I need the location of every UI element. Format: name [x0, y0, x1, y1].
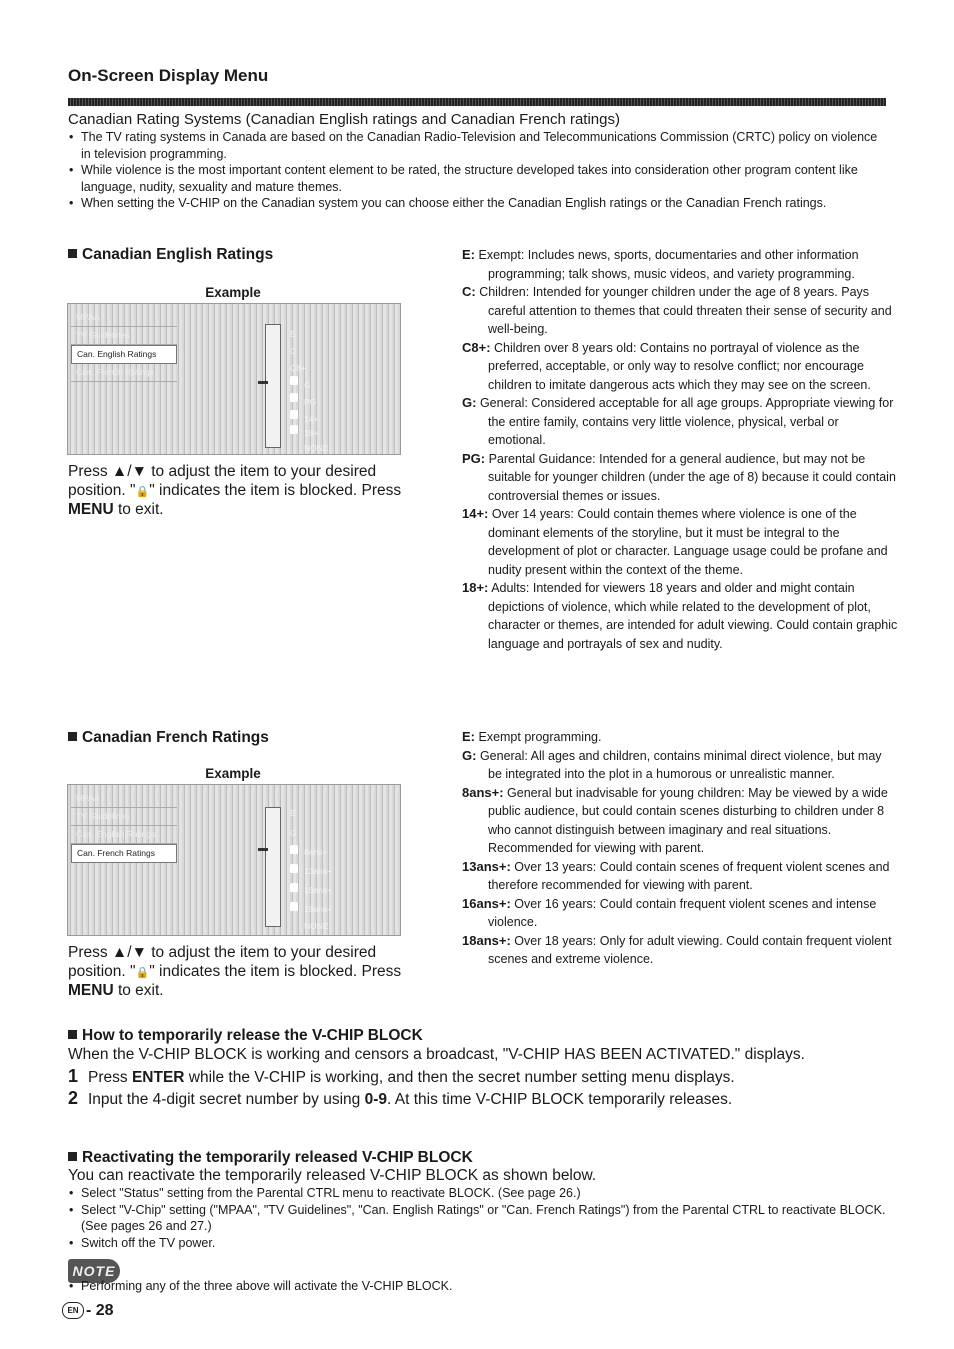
intro-block	[68, 111, 888, 212]
section-header: On-Screen Display Menu	[68, 66, 269, 85]
rating-definition: 14+: Over 14 years: Could contain themes where violence is one of the dominant elements of the storyline, but it must be integral to the development of plot or character. Language usage could be profane and nudity present within the context of the theme.	[462, 506, 888, 577]
tv-menu-item-selected: Can. English Ratings	[71, 345, 177, 364]
language-badge: EN	[62, 1302, 84, 1319]
rating-definition: 8ans+: General but inadvisable for young children: May be viewed by a wide public audience, but could contain scenes disturbing to children under 8 who cannot distinguish between imaginary and real situations.	[462, 784, 888, 837]
rating-label: 8ans+	[304, 847, 328, 857]
note-text: • Performing any of the three above will activate the V-CHIP BLOCK.	[68, 1278, 881, 1295]
intro-bullet: • When setting the V-CHIP on the Canadian system you can choose either the Canadian English ratings or the Canadian French ratings.	[68, 195, 888, 212]
reactivate-bullet: • Switch off the TV power.	[68, 1235, 888, 1252]
intro-bullet: • While violence is the most important content element to be rated, the structure developed takes into consideration other program content like language, nudity, sexuality and mature themes.	[68, 162, 888, 195]
rating-label: PG	[304, 397, 317, 407]
rating-definition: E: Exempt: Includes news, sports, documentaries and other information programming; talk shows, music videos, and variety programming.	[462, 247, 859, 281]
lock-icon: 🔒	[135, 485, 150, 498]
tv-menu-item: TV Guidelines	[71, 808, 177, 826]
square-bullet-icon	[68, 249, 77, 258]
note-badge: NOTE	[68, 1259, 120, 1283]
lock-icon	[290, 902, 298, 911]
rating-definition: 13ans+: Over 13 years: Could contain scenes of frequent violent scenes and therefore recommended for viewing with parent.	[462, 858, 890, 892]
rating-label: 18+	[304, 428, 319, 438]
rating-label: 13ans+	[304, 866, 333, 876]
release-text: When the V-CHIP BLOCK is working and censors a broadcast, "V-CHIP HAS BEEN ACTIVATED." displays.	[68, 1046, 805, 1063]
tv-menu-item: MPAA	[71, 790, 177, 808]
tv-menu	[71, 790, 177, 863]
tv-menu-item: Can. French Ratings	[71, 364, 177, 382]
rating-definition: G: General: All ages and children, contains minimal direct violence, but may be integrated into the plot in a humorous or unrealistic manner.	[462, 747, 882, 781]
rating-definition: C: Children: Intended for younger children under the age of 8 years. Pays careful attention to themes that could threaten their sense of security and well-being.	[462, 284, 892, 336]
rating-label: 16ans+	[304, 885, 333, 895]
rating-label: C8+	[290, 363, 306, 373]
slider-knob	[258, 848, 268, 851]
rating-definition: 18ans+: Over 18 years: Only for adult viewing. Could contain frequent violent scenes and extreme violence.	[462, 932, 892, 966]
french-example-label: Example	[205, 766, 261, 781]
english-example-label: Example	[205, 285, 261, 300]
english-heading: Canadian English Ratings	[68, 246, 273, 264]
rating-label: NONE	[304, 443, 329, 453]
rating-label: 18ans+	[304, 904, 333, 914]
english-definitions	[462, 246, 898, 653]
rating-label: E	[290, 329, 296, 339]
lock-icon: 🔒	[135, 966, 150, 979]
recommended-note: Recommended for viewing with parent.	[488, 841, 705, 855]
step-2: 2 Input the 4-digit secret number by using 0-9. At this time V-CHIP BLOCK temporarily releases.	[68, 1088, 733, 1108]
rating-slider	[265, 324, 281, 448]
step-1: 1 Press ENTER while the V-CHIP is working, and then the secret number setting menu displays.	[68, 1065, 735, 1086]
tv-menu	[71, 309, 177, 382]
french-definitions	[462, 728, 898, 969]
lock-icon	[290, 410, 298, 419]
rating-label: G	[290, 828, 297, 838]
lock-icon	[290, 845, 298, 854]
reactivate-section	[68, 1149, 888, 1251]
square-bullet-icon	[68, 1152, 77, 1161]
reactivate-bullet: • Select "Status" setting from the Parental CTRL menu to reactivate BLOCK. (See page 26.)	[68, 1185, 888, 1202]
lock-icon	[290, 864, 298, 873]
lock-icon	[290, 393, 298, 402]
release-section	[68, 1027, 898, 1111]
intro-bullet: • The TV rating systems in Canada are based on the Canadian Radio-Television and Telecommunications Commission (CRTC) policy on violence in television programming.	[68, 129, 888, 162]
rating-label: G	[304, 380, 311, 390]
header-rule	[68, 98, 886, 106]
tv-menu-item-selected: Can. French Ratings	[71, 844, 177, 863]
intro-title: Canadian Rating Systems (Canadian English ratings and Canadian French ratings)	[68, 111, 620, 128]
french-tv-screen	[67, 784, 401, 936]
tv-menu-item: TV Guidelines	[71, 327, 177, 345]
release-heading: How to temporarily release the V-CHIP BLOCK	[68, 1027, 898, 1045]
rating-label: 14+	[304, 414, 319, 424]
rating-definition: 16ans+: Over 16 years: Could contain frequent violent scenes and intense violence.	[462, 895, 877, 929]
rating-definition: G: General: Considered acceptable for all age groups. Appropriate viewing for the entire family, contains very little violence, physical, verbal or emotional.	[462, 395, 894, 447]
lock-icon	[290, 376, 298, 385]
english-instructions: Press ▲/▼ to adjust the item to your desired position. "🔒" indicates the item is blocked. Press MENU to exit.	[68, 463, 402, 518]
reactivate-heading: Reactivating the temporarily released V-CHIP BLOCK	[68, 1149, 888, 1167]
page-number: EN - 28	[62, 1302, 114, 1320]
rating-definition: C8+: Children over 8 years old: Contains no portrayal of violence as the preferred, acceptable, or only way to resolve conflict; nor encourage children to imitate dangerous acts which they may see on the screen.	[462, 339, 871, 392]
tv-menu-item: MPAA	[71, 309, 177, 327]
french-instructions: Press ▲/▼ to adjust the item to your desired position. "🔒" indicates the item is blocked. Press MENU to exit.	[68, 944, 402, 999]
reactivate-bullet: • Select "V-Chip" setting ("MPAA", "TV Guidelines", "Can. English Ratings" or "Can. French Ratings") from the Parental CTRL to reactivate BLOCK. (See pages 26 and 27.)	[68, 1202, 888, 1235]
english-tv-screen	[67, 303, 401, 455]
rating-definition: 18+: Adults: Intended for viewers 18 years and older and might contain depictions of violence, which while related to the development of plot, character or themes, are intended for adult viewing. Could contain graphic language and portrayals of sex and nudity.	[462, 580, 898, 651]
rating-definition: E: Exempt programming.	[462, 729, 602, 744]
reactivate-text: You can reactivate the temporarily released V-CHIP BLOCK as shown below.	[68, 1167, 597, 1184]
square-bullet-icon	[68, 732, 77, 741]
french-heading: Canadian French Ratings	[68, 729, 269, 747]
rating-definition: PG: Parental Guidance: Intended for a general audience, but may not be suitable for younger children (under the age of 8) because it could contain controversial themes or issues.	[462, 450, 896, 503]
rating-label: NONE	[304, 921, 329, 931]
lock-icon	[290, 883, 298, 892]
rating-label: C	[290, 346, 297, 356]
rating-slider	[265, 807, 281, 927]
lock-icon	[290, 425, 298, 434]
rating-label: E	[290, 808, 296, 818]
tv-menu-item: Can. English Ratings	[71, 826, 177, 844]
slider-knob	[258, 381, 268, 384]
square-bullet-icon	[68, 1030, 77, 1039]
